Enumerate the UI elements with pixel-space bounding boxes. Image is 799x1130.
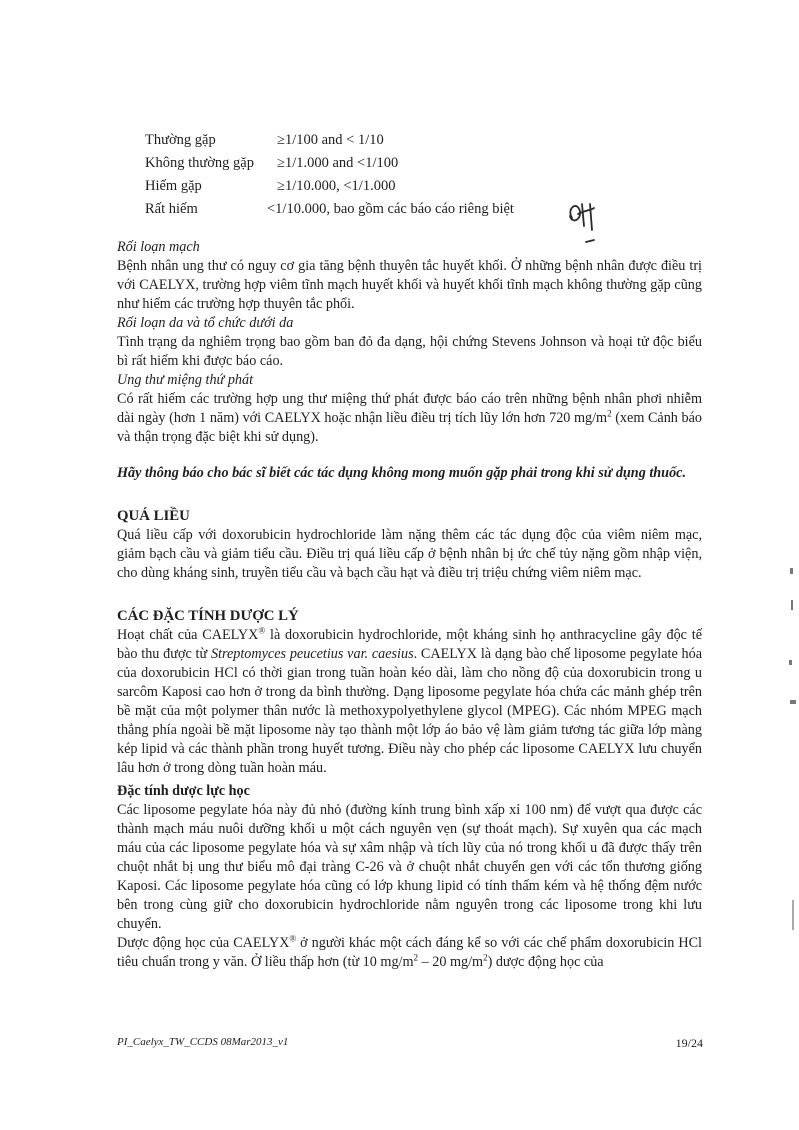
registered-mark: ® [289, 933, 297, 944]
scan-edge-mark [791, 600, 793, 610]
frequency-range: ≥1/1.000 and <1/100 [277, 155, 399, 171]
superscript: 2 [607, 408, 612, 419]
frequency-term: Thường gặp [145, 132, 216, 148]
frequency-range: ≥1/10.000, <1/1.000 [277, 178, 396, 194]
pharmacology-text-part: Hoạt chất của CAELYX [117, 627, 259, 643]
oral-cancer-text-part: Có rất hiếm các trường hợp ung thư miệng thứ phát được báo cáo trên những bệnh nhân phơi nhiễm dài ngày (hơn 1 năm) với CAELYX hoặc nhận liều điều trị tích lũy lớn hơn 720 mg/m [117, 391, 702, 426]
frequency-row [145, 175, 514, 198]
pharmacology-text-part: . CAELYX là dạng bào chế liposome pegylate hóa của doxorubicin HCl có thời gian trong tuần hoàn kéo dài, làm cho nồng độ của doxorubicin trong u sarcôm Kaposi cao hơn ở trong da bình thường. Dạng liposome pegylate hóa chứa các mảnh ghép trên bề mặt của một polymer thân nước là methoxypolyethylene glycol (MPEG). Các nhóm MPEG mạch thẳng phía ngoài bề mặt liposome này tạo thành một lớp áo bảo vệ làm giảm tương tác giữa lớp màng kép lipid và các thành phần trong huyết tương. Điều này cho phép các liposome CAELYX lưu chuyển lâu hơn ở trong dòng tuần hoàn máu. [117, 646, 703, 776]
frequency-range: ≥1/100 and < 1/10 [277, 132, 384, 148]
adverse-effects-notice: Hãy thông báo cho bác sĩ biết các tác dụng không mong muốn gặp phải trong khi sử dụng thuốc. [117, 465, 687, 481]
frequency-term: Rất hiếm [145, 201, 198, 217]
overdose-heading: QUÁ LIỀU [117, 508, 190, 524]
pk-text-part: Dược động học của CAELYX [117, 935, 290, 951]
pk-text-part: ở người khác một cách đáng kể so với các chế phẩm doxorubicin HCl tiêu chuẩn trong y văn. Ở liều thấp hơn (từ 10 mg/m [117, 935, 702, 970]
frequency-row [145, 198, 514, 221]
pharmacology-text-part: là doxorubicin hydrochloride, một kháng sinh họ anthracycline gây độc tế bào thu được từ [117, 627, 702, 662]
oral-cancer-text-end: (xem Cảnh báo và thận trọng đặc biệt khi sử dụng). [117, 410, 702, 445]
vascular-disorders-heading: Rối loạn mạch [117, 239, 200, 255]
scan-edge-mark [792, 900, 794, 930]
page-number: 19/24 [675, 1036, 703, 1050]
registered-mark: ® [258, 625, 266, 636]
scan-edge-mark [790, 700, 796, 704]
scan-edge-mark [790, 568, 793, 574]
species-name: Streptomyces peucetius var. caesius [210, 646, 414, 662]
skin-disorders-heading: Rối loạn da và tổ chức dưới da [117, 315, 294, 331]
pharmacodynamics-heading: Đặc tính dược lực học [117, 783, 250, 799]
overdose-text: Quá liều cấp với doxorubicin hydrochloride làm nặng thêm các tác dụng độc của viêm niêm mạc, giảm bạch cầu và giảm tiểu cầu. Điều trị quá liều cấp ở bệnh nhân bị ức chế tủy nặng gồm nhập viện, cho dùng kháng sinh, truyền tiểu cầu và bạch cầu hạt và điều trị triệu chứng viêm niêm mạc. [117, 527, 702, 581]
frequency-row [145, 152, 514, 175]
frequency-table [145, 129, 514, 221]
vascular-disorders-text: Bệnh nhân ung thư có nguy cơ gia tăng bệnh thuyên tắc huyết khối. Ở những bệnh nhân được điều trị với CAELYX, trường hợp viêm tĩnh mạch huyết khối và huyết khối tĩnh mạch không thường gặp cũng như hiếm các trường hợp thuyên tắc phổi. [117, 258, 702, 312]
pk-text-part: – 20 mg/m [418, 954, 484, 970]
frequency-range: <1/10.000, bao gồm các báo cáo riêng biệt [267, 201, 514, 217]
frequency-term: Hiếm gặp [145, 178, 202, 194]
document-id: PI_Caelyx_TW_CCDS 08Mar2013_v1 [117, 1036, 289, 1048]
frequency-row [145, 129, 514, 152]
superscript: 2 [413, 952, 419, 963]
pharmacokinetics-text [117, 934, 702, 972]
pharmacology-text [117, 626, 702, 778]
skin-disorders-text: Tình trạng da nghiêm trọng bao gồm ban đỏ đa dạng, hội chứng Stevens Johnson và hoại tử độc biểu bì rất hiếm khi được báo cáo. [117, 334, 702, 369]
pharmacodynamics-text: Các liposome pegylate hóa này đủ nhỏ (đường kính trung bình xấp xỉ 100 nm) để vượt qua được các thành mạch máu nuôi dưỡng khối u một cách nguyên vẹn (sự thoát mạch). Sự xuyên qua các mạch máu của các liposome pegylate hóa và sự xâm nhập và tích lũy của nó trong khối u đã được thấy trên chuột nhắt bị ung thư biểu mô đại tràng C-26 và ở chuột nhắt chuyển gen với các tổn thương giống Kaposi. Các liposome pegylate hóa cũng có lớp khung lipid có tính thấm kém và hệ thống đệm nước bên trong cùng giữ cho doxorubicin hydrochloride nằm nguyên trong các liposome trong khi lưu chuyển. [117, 802, 702, 932]
pharmacology-heading: CÁC ĐẶC TÍNH DƯỢC LÝ [117, 608, 299, 624]
superscript: 2 [483, 952, 488, 963]
secondary-oral-cancer-text [117, 390, 702, 447]
scan-edge-mark [789, 660, 792, 665]
main-content [117, 238, 702, 972]
page-footer [117, 1036, 703, 1051]
secondary-oral-cancer-heading: Ung thư miệng thứ phát [117, 372, 254, 388]
frequency-term: Không thường gặp [145, 155, 254, 171]
pk-text-part: ) dược động học của [487, 954, 604, 970]
